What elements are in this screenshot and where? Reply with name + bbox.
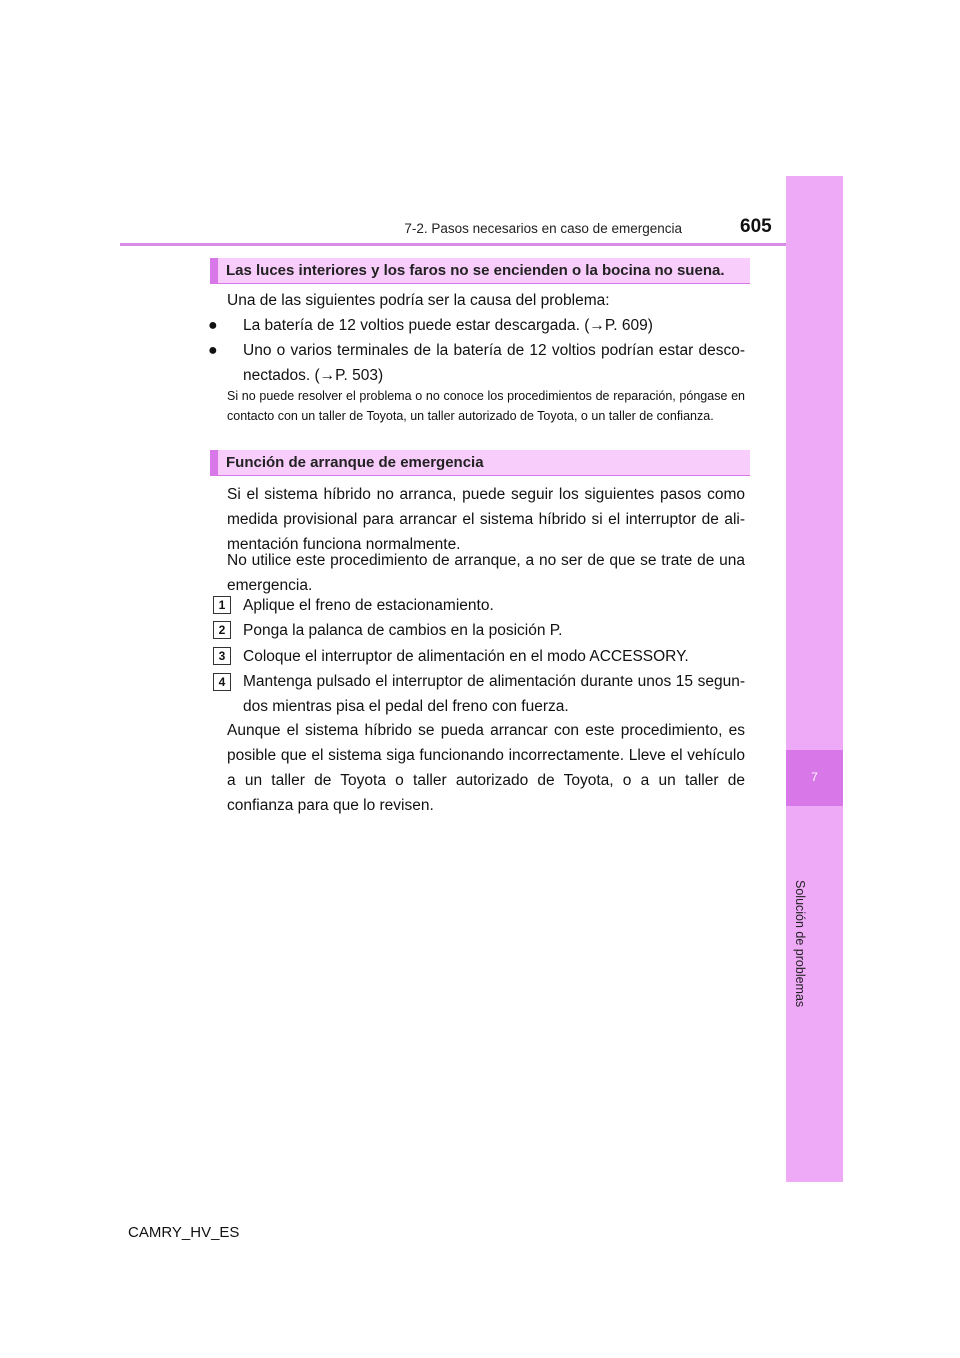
- closing-paragraph: Aunque el sistema híbrido se pueda arrancar con este procedimiento, es posible que el sistema siga funcionando incorrectamente. Lleve el vehículo a un taller de Toyota o taller autorizado de Toyota, o a un taller de confianza para que lo revisen.: [227, 722, 745, 814]
- section-intro: Una de las siguientes podría ser la causa del problema:: [227, 292, 610, 309]
- page-number: 605: [740, 216, 772, 237]
- step-number-box: 1: [213, 596, 231, 614]
- header-rule: [120, 243, 786, 246]
- section-heading-lights: Las luces interiores y los faros no se encienden o la bocina no suena.: [210, 258, 750, 284]
- step-text: Ponga la palanca de cambios en la posición P.: [243, 622, 563, 639]
- chapter-title: Solución de problemas: [793, 880, 807, 1008]
- step-text: Mantenga pulsado el interruptor de alimentación durante unos 15 segun-dos mientras pisa el pedal del freno con fuerza.: [243, 673, 745, 715]
- section-heading-emergency-start: Función de arranque de emergencia: [210, 450, 750, 476]
- step-number-box: 4: [213, 673, 231, 691]
- bullet-icon: ●: [208, 342, 218, 359]
- step-number-box: 2: [213, 621, 231, 639]
- footer-model-code: CAMRY_HV_ES: [128, 1224, 240, 1241]
- paragraph: Si el sistema híbrido no arranca, puede seguir los siguientes pasos como medida provisional para arrancar el sistema híbrido si el interruptor de ali-mentación funciona normalmente.: [227, 486, 745, 553]
- chapter-number: 7: [811, 770, 818, 784]
- step-text: Coloque el interruptor de alimentación en el modo ACCESSORY.: [243, 648, 689, 665]
- bullet-text: Uno o varios terminales de la batería de 12 voltios podrían estar desco-nectados. (→P. 503): [243, 342, 745, 384]
- side-tab: [786, 176, 843, 1182]
- header-section-title: 7-2. Pasos necesarios en caso de emergencia: [404, 221, 682, 236]
- bullet-icon: ●: [208, 317, 218, 334]
- paragraph: No utilice este procedimiento de arranque, a no ser de que se trate de una emergencia.: [227, 552, 745, 594]
- note-text: Si no puede resolver el problema o no conoce los procedimientos de reparación, póngase en contacto con un taller de Toyota, un taller autorizado de Toyota, o un taller de confianza.: [227, 389, 745, 423]
- step-text: Aplique el freno de estacionamiento.: [243, 597, 494, 614]
- bullet-text: La batería de 12 voltios puede estar descargada. (→P. 609): [243, 317, 653, 334]
- step-number-box: 3: [213, 647, 231, 665]
